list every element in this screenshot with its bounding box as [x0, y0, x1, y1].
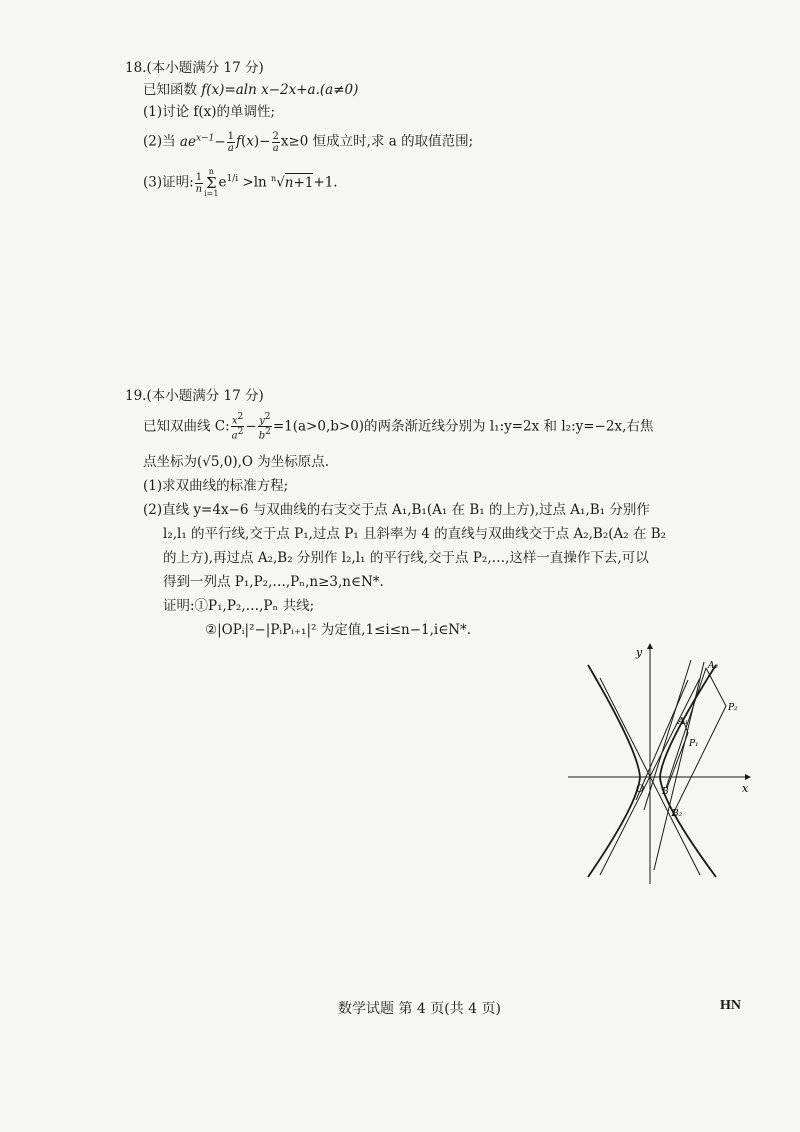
- q18-part2-prefix: (2)当: [143, 133, 180, 150]
- q18-part3: (3)证明: $\frac{1}{n}$ n Σ $i=1e^{1/i} >\ln$ $^n$√n+1+1.: [143, 167, 338, 198]
- q18-intro: [143, 80, 358, 100]
- hyperbola-left-branch: [588, 665, 640, 877]
- q18-intro-prefix: 已知函数: [143, 82, 202, 98]
- hyperbola-right-branch: [660, 665, 716, 877]
- q18-part2: (2)当 $ae^{x-1}-$ $\frac{1}{a}$ f(x)− $\frac{2}{a}$ x≥0 恒成立时,求 a 的取值范围;: [143, 130, 474, 154]
- q19-part2-line2: l₂,l₁ 的平行线,交于点 P₁,过点 P₁ 且斜率为 4 的直线与双曲线交于点 A₂,B₂(A₂ 在 B₂: [163, 526, 667, 542]
- q19-part2-line1: (2)直线 y=4x−6 与双曲线的右支交于点 A₁,B₁(A₁ 在 B₁ 的上方),过点 A₁,B₁ 分别作: [143, 502, 650, 518]
- q18-part3-prefix: (3)证明:: [143, 174, 194, 191]
- q19-part2-line4: 得到一列点 P₁,P₂,…,Pₙ,n≥3,n∈N*.: [163, 574, 384, 590]
- footer-code: HN: [720, 998, 741, 1013]
- q19-proof2: ②|OPᵢ|²−|PᵢPᵢ₊₁|² 为定值,1≤i≤n−1,i∈N*.: [205, 622, 472, 638]
- page-footer: 数学试题 第 4 页(共 4 页): [338, 1001, 501, 1017]
- label-b1: B: [662, 787, 669, 797]
- q19-part1: (1)求双曲线的标准方程;: [143, 478, 289, 494]
- q18-function-def: f(x)=aln x−2x+a.(a≠0): [201, 82, 359, 98]
- q19-intro-suffix: =1(a>0,b>0)的两条渐近线分别为 l₁:y=2x 和 l₂:y=−2x,右焦: [272, 418, 654, 435]
- label-p1: P₁: [689, 739, 699, 749]
- q19-intro-prefix: 已知双曲线 C:: [143, 418, 230, 435]
- q18-part1: (1)讨论 f(x)的单调性;: [143, 104, 276, 120]
- q19-part2-line3: 的上方),再过点 A₂,B₂ 分别作 l₂,l₁ 的平行线,交于点 P₂,…,这样一直操作下去,可以: [163, 550, 649, 566]
- q18-part3-end: +1.: [313, 174, 338, 191]
- q19-intro: 已知双曲线 C: $\frac{x^2}{a^2}$ − $\frac{y^2}{b^2}$ =1(a>0,b>0)的两条渐近线分别为 l₁:y=2x 和 l₂:y=−2x,右焦: [143, 412, 654, 442]
- label-b2: B₂: [672, 809, 683, 819]
- line-extra: [636, 680, 688, 800]
- hyperbola-figure: [566, 640, 756, 890]
- label-p2: P₂: [728, 703, 738, 713]
- label-y: y: [636, 646, 643, 659]
- label-o: O: [636, 784, 645, 795]
- q18-part3-suffix: >ln: [238, 174, 272, 191]
- q19-intro-line2: 点坐标为(√5,0),O 为坐标原点.: [143, 454, 330, 470]
- q18-part2-suffix: x≥0 恒成立时,求 a 的取值范围;: [280, 133, 474, 150]
- label-a2: A₂: [708, 661, 719, 671]
- q18-heading: 18.(本小题满分 17 分): [125, 60, 264, 76]
- label-a1: A₁: [678, 717, 689, 727]
- label-x: x: [742, 782, 749, 795]
- q19-proof1: 证明:①P₁,P₂,…,Pₙ 共线;: [163, 598, 315, 614]
- line-a2-left: [666, 668, 706, 788]
- q19-heading: 19.(本小题满分 17 分): [125, 388, 264, 404]
